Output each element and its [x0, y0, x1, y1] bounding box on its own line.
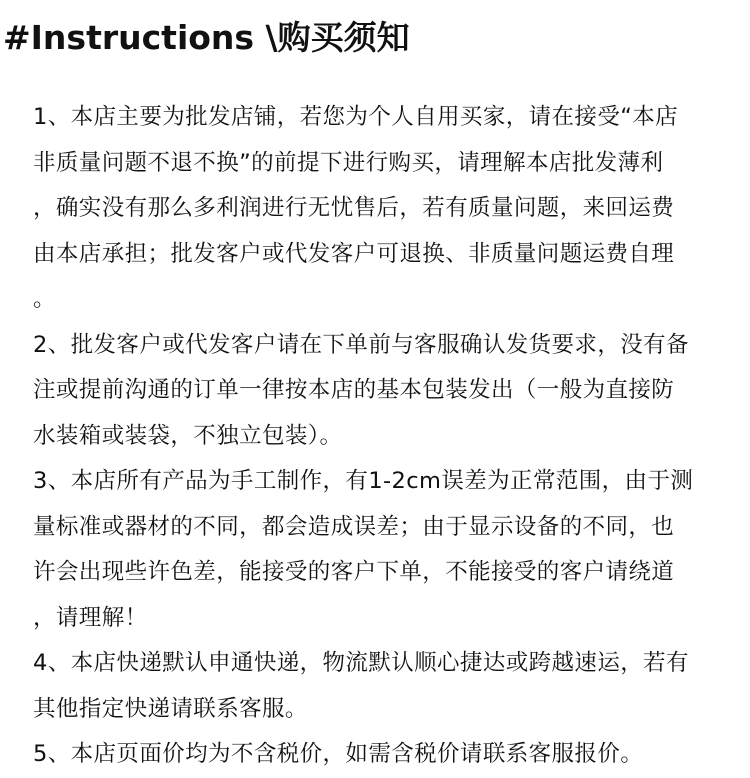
- instruction-line: 其他指定快递请联系客服。: [33, 695, 308, 722]
- instruction-line: 非质量问题不退不换”的前提下进行购买，请理解本店批发薄利: [33, 149, 664, 176]
- instruction-line: ，确实没有那么多利润进行无忧售后，若有质量问题，来回运费: [33, 195, 675, 221]
- instruction-line: 由本店承担；批发客户或代发客户可退换、非质量问题运费自理: [33, 240, 675, 267]
- instruction-line: 2、批发客户或代发客户请在下单前与客服确认发货要求，没有备: [33, 331, 689, 358]
- instruction-line: 注或提前沟通的订单一律按本店的基本包装发出（一般为直接防: [33, 377, 675, 403]
- instruction-line: 5、本店页面价均为不含税价，如需含税价请联系客服报价。: [33, 741, 644, 767]
- instructions-body: [33, 95, 723, 778]
- instruction-line: 1、本店主要为批发店铺，若您为个人自用买家，请在接受“本店: [33, 104, 679, 130]
- instruction-line: 。: [33, 286, 56, 312]
- instruction-line: 量标准或器材的不同，都会造成误差；由于显示设备的不同，也: [33, 513, 675, 540]
- instruction-line: 许会出现些许色差，能接受的客户下单，不能接受的客户请绕道: [33, 559, 675, 585]
- instruction-line: ，请理解！: [33, 604, 148, 631]
- instruction-line: 水装箱或装袋，不独立包装）。: [33, 422, 343, 449]
- page-title: #Instructions \购买须知: [3, 18, 410, 57]
- instruction-line: 3、本店所有产品为手工制作，有1-2cm误差为正常范围，由于测: [33, 468, 694, 494]
- instruction-line: 4、本店快递默认申通快递，物流默认顺心捷达或跨越速运，若有: [33, 650, 689, 676]
